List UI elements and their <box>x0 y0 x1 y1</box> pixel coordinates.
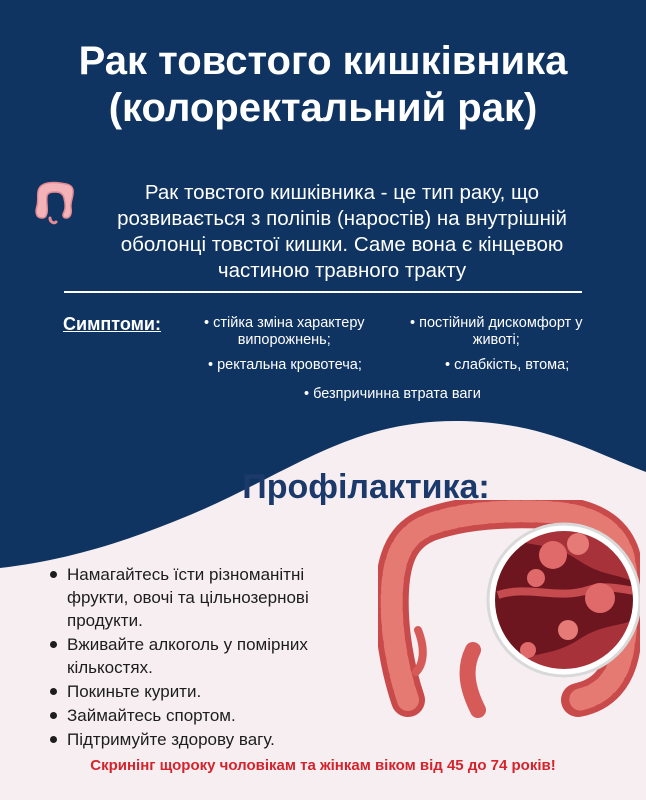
bullet-icon <box>50 641 57 648</box>
intro-line-1: Рак товстого кишківника - це тип раку, що <box>144 181 540 204</box>
prevention-list <box>48 563 378 752</box>
symptom-item: • слабкість, втома; <box>445 357 570 373</box>
colon-illustration <box>378 500 640 720</box>
bullet-icon <box>50 571 57 578</box>
symptom-item: • безпричинна втрата ваги <box>304 386 481 402</box>
intro-line-3: оболонці товстої кишки. Саме вона є кінцевою <box>120 233 564 256</box>
screening-note: Скринінг щороку чоловікам та жінкам віком від 45 до 74 років! <box>90 757 556 774</box>
bullet-icon <box>50 688 57 695</box>
symptom-item: • ректальна кровотеча; <box>208 357 362 373</box>
title-line-2: (колоректальний рак) <box>108 86 538 130</box>
divider <box>64 291 582 293</box>
title-line-1: Рак товстого кишківника <box>78 39 568 83</box>
symptom-item: • постійний дискомфорт у животі; <box>410 315 583 348</box>
intro-line-4: частиною травного тракту <box>217 259 467 282</box>
list-item: Покиньте курити. <box>48 680 378 703</box>
list-item: Вживайте алкоголь у помірних кількостях. <box>48 633 378 679</box>
bullet-icon <box>50 712 57 719</box>
bullet-icon <box>50 736 57 743</box>
prevention-title: Профілактика: <box>242 468 490 506</box>
symptom-item: • стійка зміна характеру випорожнень; <box>204 315 365 348</box>
list-item: Займайтесь спортом. <box>48 704 378 727</box>
intro-text <box>62 180 622 284</box>
intro-line-2: розвивається з поліпів (наростів) на внутрішній <box>117 207 567 230</box>
list-item: Намагайтесь їсти різноманітні фрукти, овочі та цільнозернові продукти. <box>48 563 378 632</box>
symptoms-label: Симптоми: <box>63 314 161 334</box>
list-item: Підтримуйте здорову вагу. <box>48 728 378 751</box>
page-title <box>0 38 646 132</box>
